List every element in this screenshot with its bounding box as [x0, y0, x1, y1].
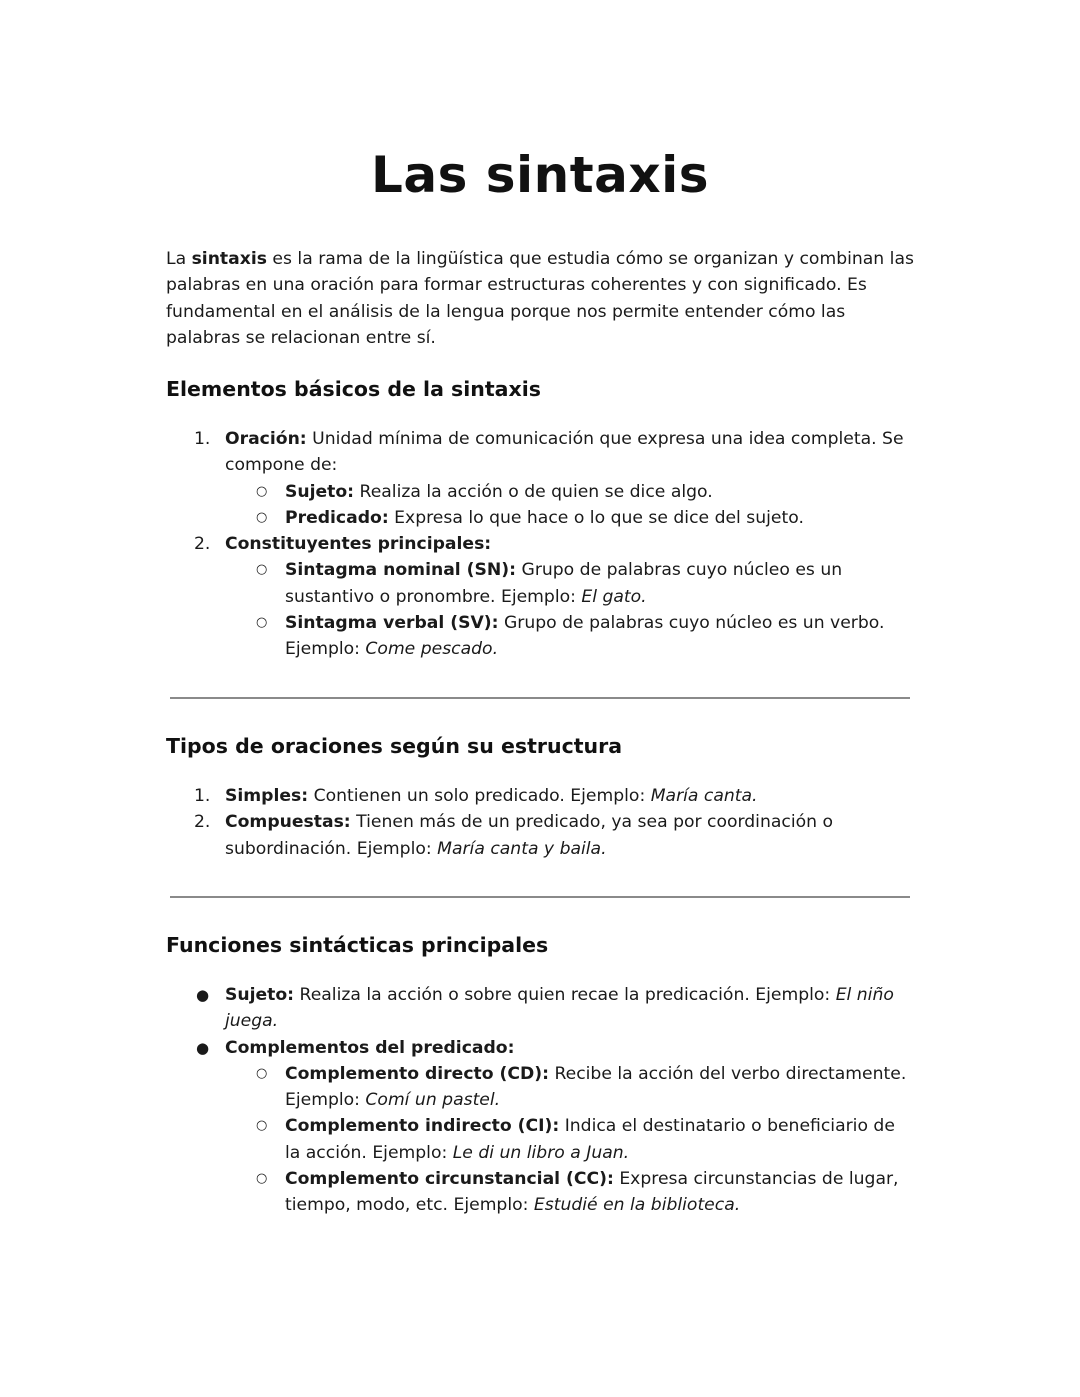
intro-paragraph — [166, 246, 914, 351]
list-item — [166, 982, 914, 1035]
ordered-list-elementos — [166, 426, 914, 663]
sub-item-label: Complemento indirecto (CI): — [285, 1116, 560, 1137]
item-label: Complementos del predicado: — [225, 1037, 515, 1058]
ordered-list-tipos — [166, 783, 914, 862]
sub-list-item — [166, 1113, 914, 1166]
list-item — [166, 783, 914, 809]
section-heading-tipos: Tipos de oraciones según su estructura — [166, 734, 623, 758]
item-label: Simples: — [225, 786, 309, 806]
sub-item-text: Grupo de palabras cuyo núcleo es un verbo. Ejemplo: — [285, 613, 885, 660]
bullet-dot-icon: ● — [196, 1038, 210, 1057]
sub-list-item — [166, 1061, 914, 1114]
horizontal-divider — [170, 896, 910, 898]
list-item — [166, 426, 914, 479]
circle-bullet-icon: ○ — [256, 615, 268, 631]
sub-list-item — [166, 1166, 914, 1219]
section-heading-funciones: Funciones sintácticas principales — [166, 933, 549, 957]
intro-pre: La — [166, 249, 192, 269]
bullet-list-funciones — [166, 982, 914, 1219]
sub-list-item — [166, 610, 914, 663]
item-label: Sujeto: — [225, 985, 295, 1005]
sub-item-text: Indica el destinatario o beneficiario de la acción. Ejemplo: — [285, 1116, 895, 1163]
circle-bullet-icon: ○ — [256, 562, 268, 578]
example-text: María canta y baila. — [437, 838, 607, 859]
sub-list-item — [166, 557, 914, 610]
item-label: Compuestas: — [225, 812, 351, 833]
sub-item-text: Expresa lo que hace o lo que se dice del sujeto. — [388, 507, 804, 528]
sub-item-text: Expresa circunstancias de lugar, tiempo, modo, etc. Ejemplo: — [285, 1169, 899, 1216]
list-marker: 1. — [194, 786, 211, 806]
example-text: Comí un pastel. — [365, 1090, 501, 1111]
sub-item-label: Predicado: — [285, 507, 389, 528]
sub-item-label: Sintagma verbal (SV): — [285, 613, 499, 634]
example-text: El gato. — [581, 586, 647, 607]
circle-bullet-icon: ○ — [256, 1118, 268, 1134]
list-item — [166, 1035, 914, 1061]
intro-bold-term: sintaxis — [191, 249, 267, 269]
bullet-dot-icon: ● — [196, 986, 210, 1004]
sub-list-item — [166, 479, 914, 505]
horizontal-divider — [170, 697, 910, 699]
example-text: Estudié en la biblioteca. — [533, 1195, 741, 1216]
sub-item-label: Complemento directo (CD): — [285, 1063, 549, 1084]
item-text: Tienen más de un predicado, ya sea por coordinación o subordinación. Ejemplo: — [225, 812, 833, 859]
example-text: María canta. — [650, 786, 758, 806]
item-label: Constituyentes principales: — [225, 534, 492, 555]
list-marker: 2. — [194, 534, 211, 555]
circle-bullet-icon: ○ — [256, 1065, 268, 1081]
list-marker: 2. — [194, 812, 211, 833]
list-item — [166, 809, 914, 862]
item-text: Unidad mínima de comunicación que expresa una idea completa. Se compone de: — [225, 429, 904, 476]
sub-item-label: Sintagma nominal (SN): — [285, 560, 517, 581]
sub-item-label: Complemento circunstancial (CC): — [285, 1169, 614, 1190]
sub-item-label: Sujeto: — [285, 481, 355, 502]
circle-bullet-icon: ○ — [256, 509, 268, 525]
list-marker: 1. — [194, 429, 211, 449]
circle-bullet-icon: ○ — [256, 1171, 268, 1187]
sub-item-text: Grupo de palabras cuyo núcleo es un sustantivo o pronombre. Ejemplo: — [285, 560, 843, 607]
circle-bullet-icon: ○ — [256, 483, 268, 499]
example-text: El niño juega. — [225, 985, 894, 1032]
example-text: Come pescado. — [365, 639, 499, 660]
list-item — [166, 531, 914, 557]
item-label: Oración: — [225, 429, 307, 449]
intro-rest: es la rama de la lingüística que estudia cómo se organizan y combinan las palabras en una oración para formar estructuras coherentes y con significado. Es fundamental en el análisis de la lengua porque nos permite entender cómo las palabras se relacionan entre sí. — [166, 249, 914, 348]
section-heading-elementos: Elementos básicos de la sintaxis — [166, 377, 541, 401]
sub-item-text: Recibe la acción del verbo directamente. Ejemplo: — [285, 1063, 907, 1111]
sub-list-item — [166, 505, 914, 531]
item-text: Realiza la acción o sobre quien recae la predicación. Ejemplo: — [294, 985, 836, 1005]
sub-item-text: Realiza la acción o de quien se dice algo. — [354, 481, 713, 502]
item-text: Contienen un solo predicado. Ejemplo: — [308, 786, 651, 806]
example-text: Le di un libro a Juan. — [452, 1142, 630, 1163]
page-title: Las sintaxis — [370, 146, 710, 204]
